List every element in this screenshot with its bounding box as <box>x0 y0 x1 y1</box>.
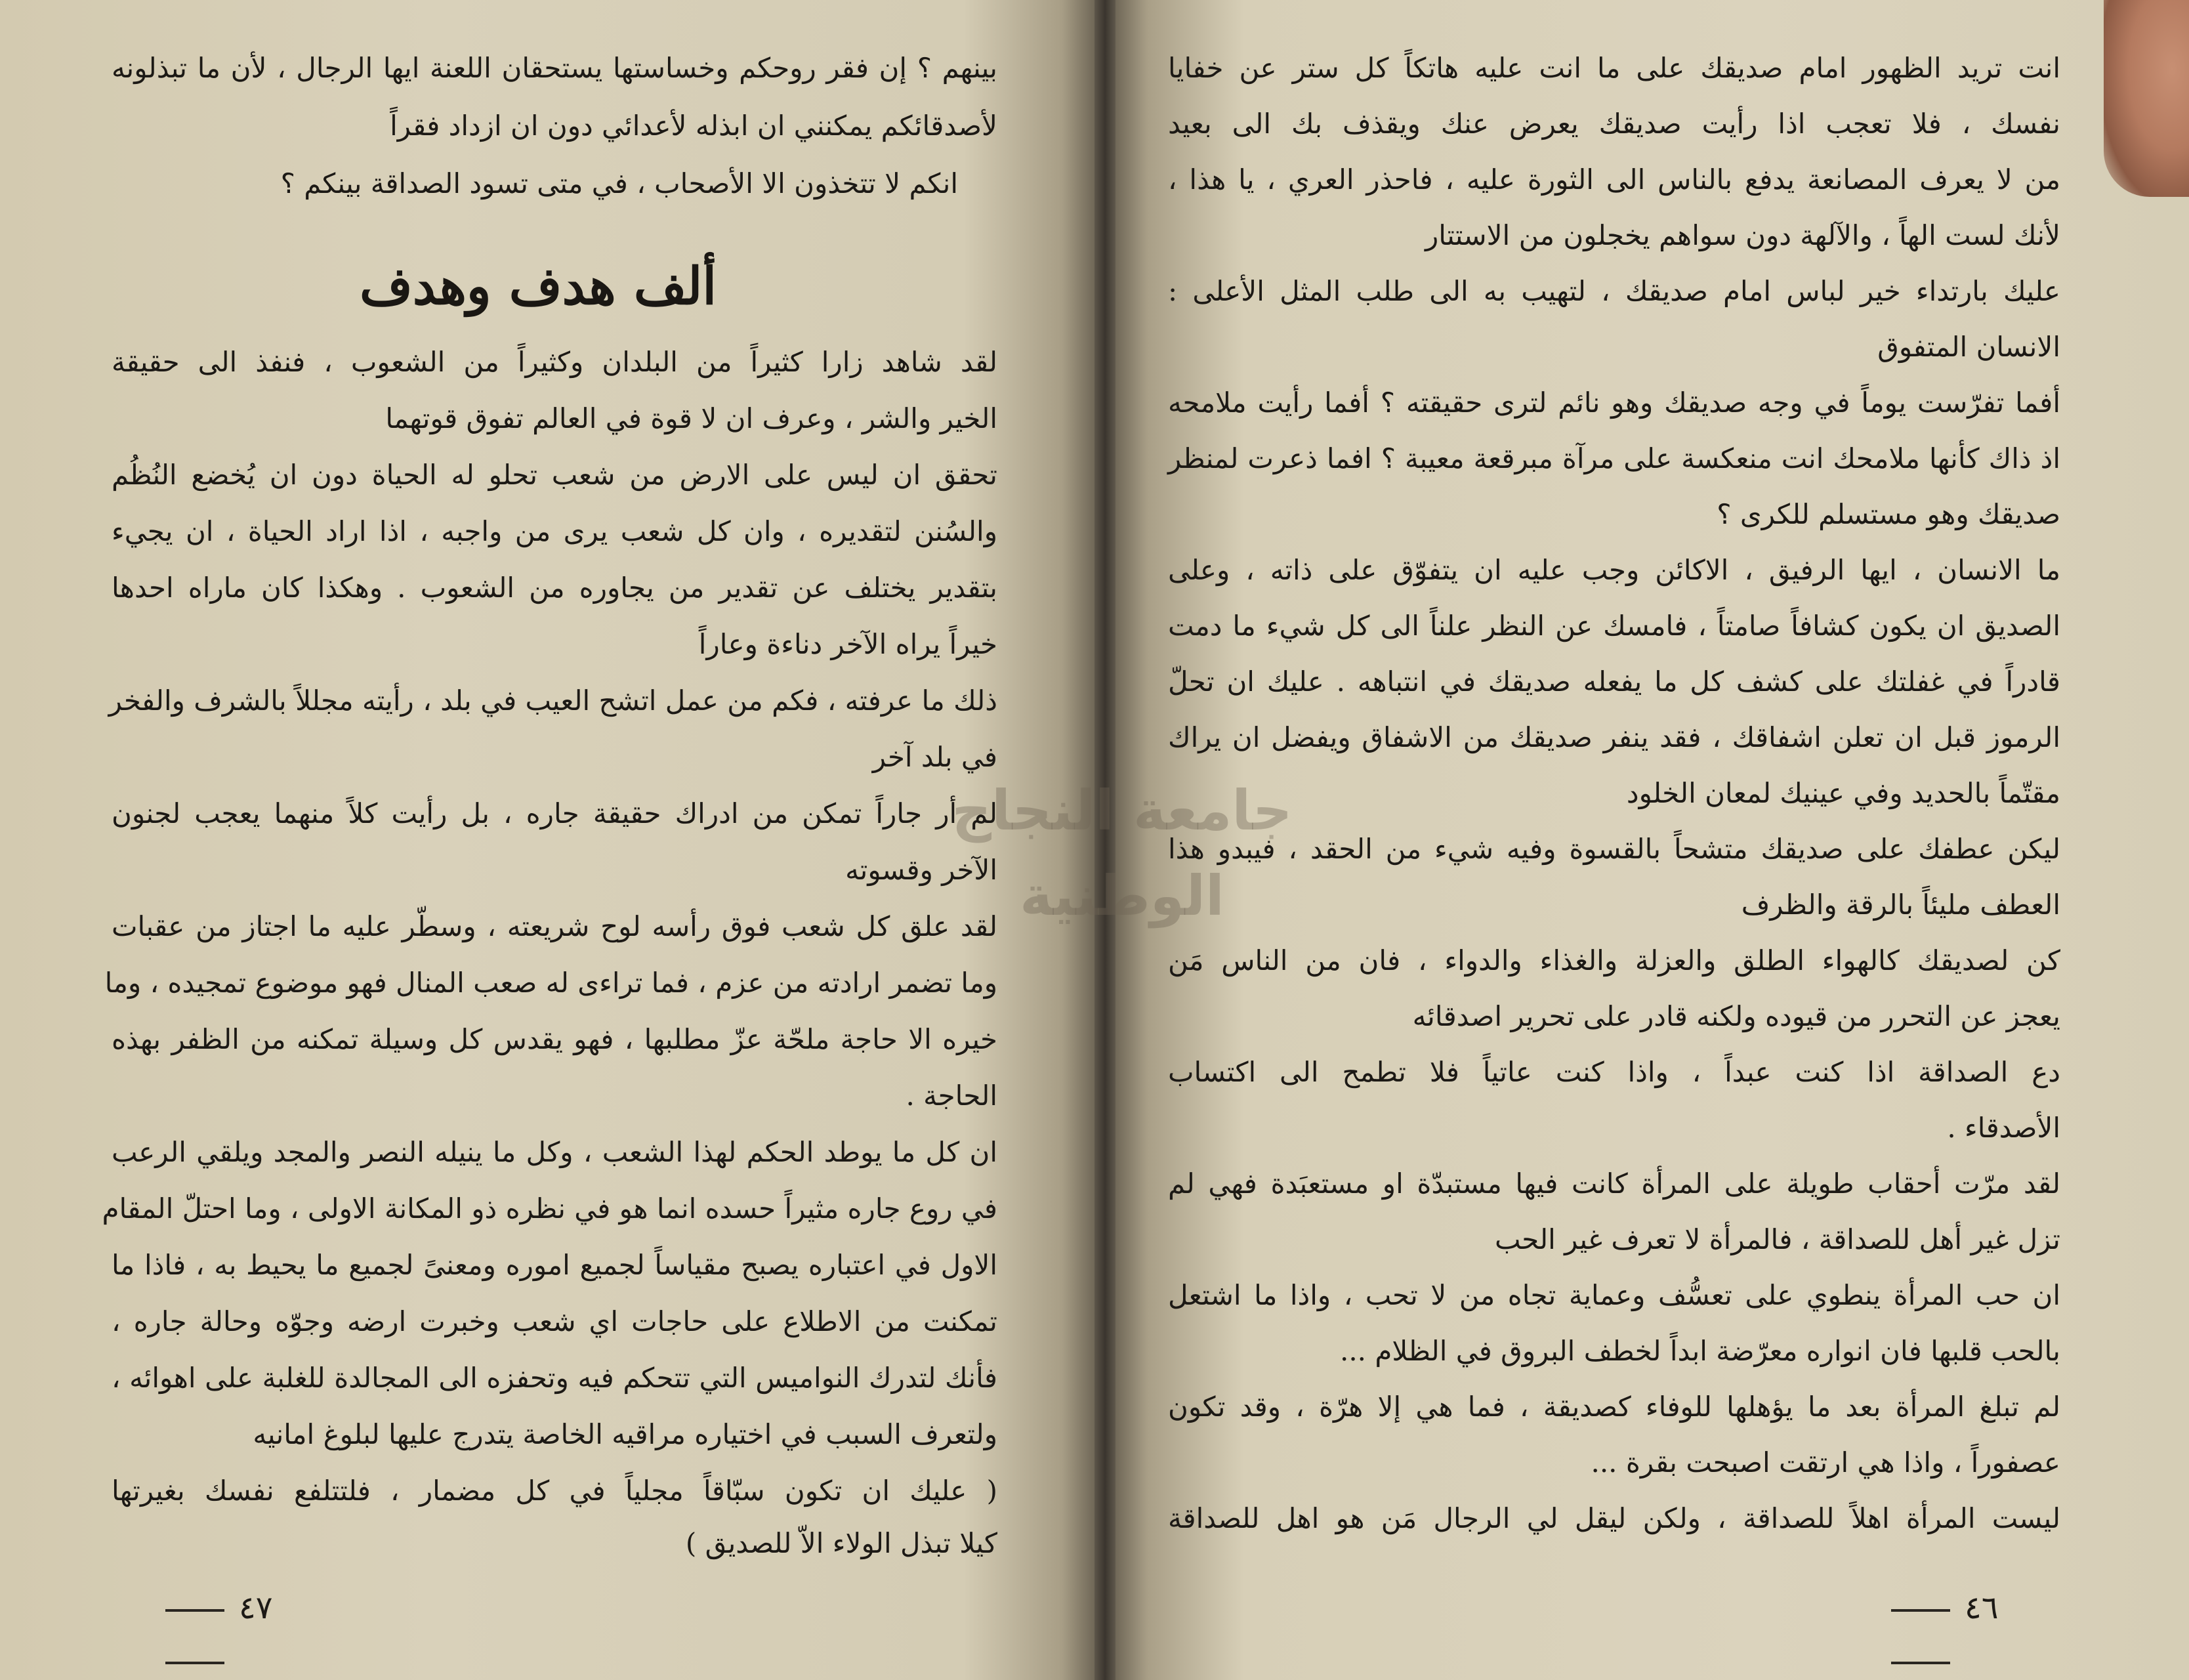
library-watermark: جامعة النجاح الوطنية <box>951 778 1293 928</box>
text-line: لقد شاهد زارا كثيراً من البلدان وكثيراً من الشعوب ، فنفذ الى حقيقة <box>112 346 997 378</box>
text-line: عليك بارتداء خير لباس امام صديقك ، لتهيب به الى طلب المثل الأعلى : <box>1168 275 2060 307</box>
text-line: خيره الا حاجة ملحّة عزّ مطلبها ، فهو يقدس كل وسيلة تمكنه من الظفر بهذه <box>112 1023 997 1055</box>
text-line: تمكنت من الاطلاع على حاجات اي شعب وخبرت ارضه وجوّه وحالة جاره ، <box>112 1305 997 1337</box>
text-line: لقد مرّت أحقاب طويلة على المرأة كانت فيها مستبدّة او مستعبَدة فهي لم <box>1168 1167 2060 1200</box>
text-line: الحاجة . <box>906 1080 997 1112</box>
text-line: ذلك ما عرفته ، فكم من عمل اتشح العيب في بلد ، رأيته مجللاً بالشرف والفخر <box>108 684 997 717</box>
text-line: ليست المرأة اهلاً للصداقة ، ولكن ليقل لي الرجال مَن هو اهل للصداقة <box>1168 1502 2060 1534</box>
text-line: بتقدير يختلف عن تقدير من يجاوره من الشعوب . وهكذا كان ماراه احدها <box>112 572 997 604</box>
finger-holding-page <box>2104 0 2189 197</box>
text-line: اذ ذاك كأنها ملامحك انت منعكسة على مرآة مبرقعة معيبة ؟ افما ذعرت لمنظر <box>1168 442 2060 474</box>
text-line: دع الصداقة اذا كنت عبداً ، واذا كنت عاتياً فلا تطمح الى اكتساب <box>1168 1056 2060 1088</box>
text-line: ان كل ما يوطد الحكم لهذا الشعب ، وكل ما ينيله النصر والمجد ويلقي الرعب <box>112 1136 997 1168</box>
text-line: الصديق ان يكون كشافاً صامتاً ، فامسك عن النظر علناً الى كل شيء ما دمت <box>1168 610 2060 642</box>
text-line: يعجز عن التحرر من قيوده ولكنه قادر على تحرير اصدقائه <box>1412 1000 2060 1032</box>
text-line: مقتّماً بالحديد وفي عينيك لمعان الخلود <box>1626 777 2060 809</box>
page-number-value: ٤٧ <box>239 1589 273 1626</box>
text-line: انكم لا تتخذون الا الأصحاب ، في متى تسود الصداقة بينكم ؟ <box>280 167 958 200</box>
text-line: صديقك وهو مستسلم للكرى ؟ <box>1717 498 2060 530</box>
text-line: بينهم ؟ إن فقر روحكم وخساستها يستحقان اللعنة ايها الرجال ، لأن ما تبذلونه <box>112 52 997 84</box>
text-line: انت تريد الظهور امام صديقك على ما انت عليه هاتكاً كل ستر عن خفايا <box>1168 52 2060 84</box>
page-number-dash <box>165 1662 224 1664</box>
text-line: الآخر وقسوته <box>845 854 997 886</box>
text-line: لم تبلغ المرأة بعد ما يؤهلها للوفاء كصديقة ، فما هي إلا هرّة ، وقد تكون <box>1168 1391 2060 1423</box>
text-line: الرموز قبل ان تعلن اشفاقك ، فقد ينفر صديقك من الاشفاق ويفضل ان يراك <box>1168 721 2060 753</box>
text-line: وما تضمر ارادته من عزم ، فما تراءى له صعب المنال فهو موضوع تمجيده ، وما <box>104 967 997 999</box>
text-line: لم أر جاراً تمكن من ادراك حقيقة جاره ، بل رأيت كلاً منهما يعجب لجنون <box>112 797 997 830</box>
text-line: لقد علق كل شعب فوق رأسه لوح شريعته ، وسطّر عليه ما اجتاز من عقبات <box>112 910 997 942</box>
text-line: ليكن عطفك على صديقك متشحاً بالقسوة وفيه شيء من الحقد ، فيبدو هذا <box>1168 833 2060 865</box>
text-line: ما الانسان ، ايها الرفيق ، الاكائن وجب عليه ان يتفوّق على ذاته ، وعلى <box>1168 554 2060 586</box>
text-line: ولتعرف السبب في اختياره مراقيه الخاصة يتدرج عليها لبلوغ امانيه <box>253 1418 997 1450</box>
left-page-body-text <box>102 333 997 1567</box>
page-number-value: ٤٦ <box>1965 1589 1999 1626</box>
page-number-dash <box>1891 1609 1950 1612</box>
text-line: ( عليك ان تكون سبّاقاً مجلياً في كل مضمار ، فلتتلفع نفسك بغيرتها <box>112 1475 997 1507</box>
section-title: ألف هدف وهدف <box>359 257 717 316</box>
text-line: أفما تفرّست يوماً في وجه صديقك وهو نائم لترى حقيقته ؟ أفما رأيت ملامحه <box>1168 387 2060 419</box>
text-line: بالحب قلبها فان انواره معرّضة ابداً لخطف البروق في الظلام ... <box>1339 1335 2060 1367</box>
left-page-top-text <box>112 39 997 236</box>
page-number-dash <box>1891 1662 1950 1664</box>
text-line: خيراً يراه الآخر دناءة وعاراً <box>698 628 997 660</box>
page-number-dash <box>165 1609 224 1612</box>
text-line: في روع جاره مثيراً حسده انما هو في نظره ذو المكانة الاولى ، وما احتلّ المقام <box>102 1192 997 1225</box>
page-number-right <box>1877 1582 2074 1634</box>
text-line: تحقق ان ليس على الارض من شعب تحلو له الحياة دون ان يُخضع النُظُم <box>112 459 997 491</box>
text-line: في بلد آخر <box>872 741 997 773</box>
text-line: لأصدقائكم يمكنني ان ابذله لأعدائي دون ان ازداد فقراً <box>390 110 997 142</box>
text-line: الاول في اعتباره يصبح مقياساً لجميع اموره ومعنىً لجميع ما يحيط به ، فاذا ما <box>112 1249 997 1281</box>
text-line: العطف مليئاً بالرقة والظرف <box>1741 889 2060 921</box>
text-line: تزل غير أهل للصداقة ، فالمرأة لا تعرف غير الحب <box>1494 1223 2060 1255</box>
page-number-left <box>151 1582 348 1634</box>
text-line: الخير والشر ، وعرف ان لا قوة في العالم تفوق قوتهما <box>385 402 997 434</box>
text-line: كن لصديقك كالهواء الطلق والعزلة والغذاء والدواء ، فان من الناس مَن <box>1168 944 2060 976</box>
text-line: كيلا تبذل الولاء الاّ للصديق ) <box>685 1527 997 1559</box>
text-line: الأصدقاء . <box>1947 1112 2060 1144</box>
text-line: من لا يعرف المصانعة يدفع بالناس الى الثورة عليه ، فاحذر العري ، يا هذا ، <box>1168 163 2060 196</box>
text-line: الانسان المتفوق <box>1877 331 2060 363</box>
text-line: لأنك لست الهاً ، والآلهة دون سواهم يخجلون من الاستتار <box>1425 219 2060 251</box>
text-line: قادراً في غفلتك على كشف كل ما يفعله صديقك في انتباهه . عليك ان تحلّ <box>1168 665 2060 698</box>
text-line: ان حب المرأة ينطوي على تعسُّف وعماية تجاه من لا تحب ، واذا ما اشتعل <box>1168 1279 2060 1311</box>
text-line: نفسك ، فلا تعجب اذا رأيت صديقك يعرض عنك ويقذف بك الى بعيد <box>1168 108 2060 140</box>
text-line: عصفوراً ، واذا هي ارتقت اصبحت بقرة ... <box>1591 1446 2060 1479</box>
text-line: فأنك لتدرك النواميس التي تتحكم فيه وتحفزه الى المجالدة للغلبة على اهوائه ، <box>112 1362 997 1394</box>
text-line: والسُنن لتقديره ، وان كل شعب يرى من واجبه ، اذا اراد الحياة ، ان يجيء <box>112 515 997 547</box>
